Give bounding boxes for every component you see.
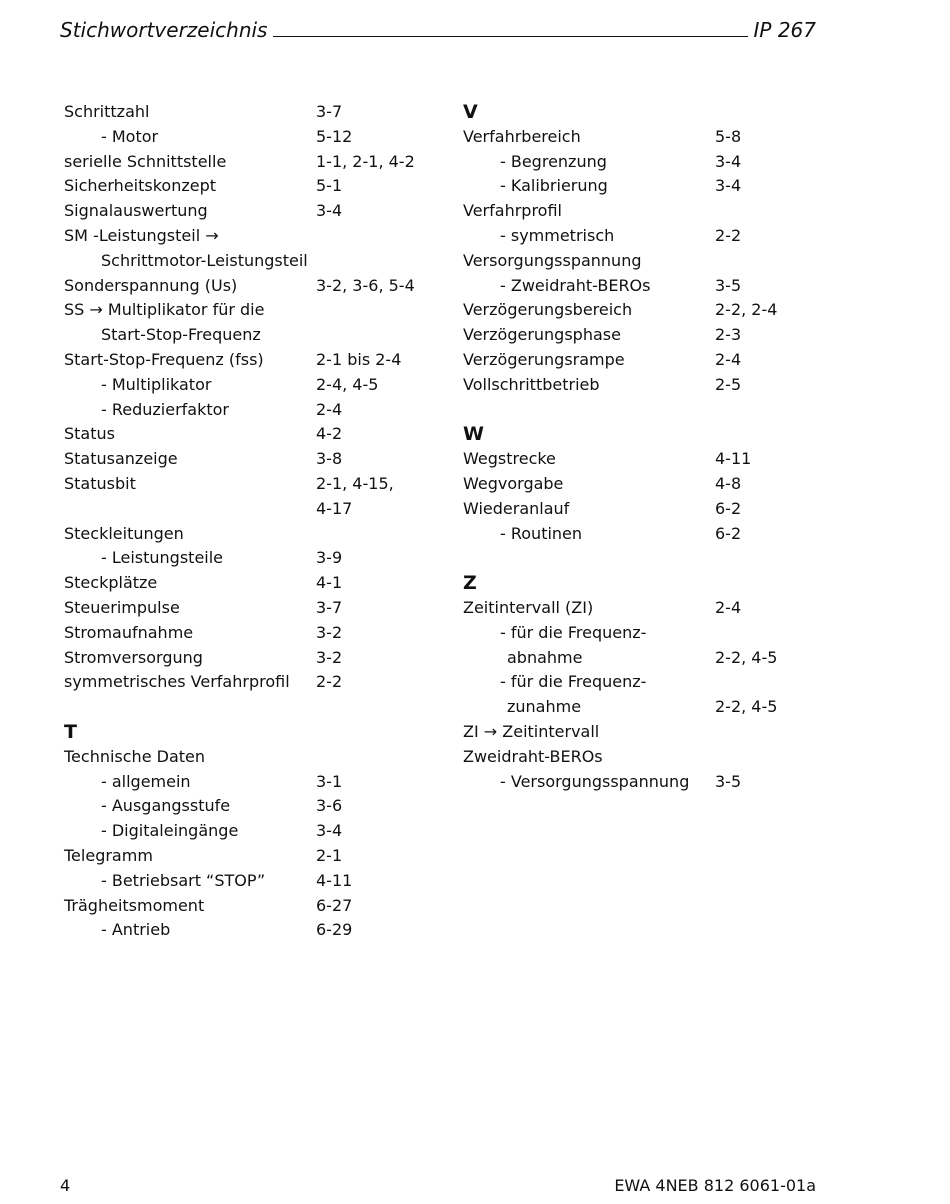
section-letter: W: [463, 423, 484, 446]
index-term: Verfahrprofil: [463, 201, 562, 221]
index-entry: [463, 596, 742, 621]
index-term: Verzögerungsphase: [463, 325, 621, 345]
index-pages: 5-12: [316, 126, 353, 146]
index-pages: 2-3: [715, 325, 742, 345]
index-term: Schrittmotor-Leistungsteil: [101, 250, 308, 270]
index-pages: 3-2, 3-6, 5-4: [316, 275, 415, 295]
index-pages: 4-2: [316, 424, 343, 444]
index-term: - Kalibrierung: [500, 176, 608, 196]
index-entry: [64, 794, 343, 819]
index-entry: [64, 199, 343, 224]
index-term: Sicherheitskonzept: [64, 176, 217, 196]
index-pages: 3-9: [316, 548, 343, 568]
index-pages: 3-5: [715, 771, 742, 791]
index-term: Verzögerungsrampe: [463, 349, 625, 369]
index-entry: [64, 596, 343, 621]
index-term: Sonderspannung (Us): [64, 275, 238, 295]
index-pages: 5-8: [715, 126, 742, 146]
header-rule: [273, 36, 747, 37]
index-entry: [64, 274, 415, 299]
index-term: symmetrisches Verfahrprofil: [64, 672, 290, 692]
index-term: abnahme: [507, 647, 583, 667]
index-pages: 3-4: [715, 151, 742, 171]
index-term: Trägheitsmoment: [64, 895, 205, 915]
index-entry: [64, 869, 353, 894]
index-entry: [463, 323, 742, 348]
index-pages: 2-1: [316, 845, 343, 865]
index-entry: [463, 770, 742, 795]
index-entry: [463, 348, 742, 373]
index-entry: [64, 819, 343, 844]
index-pages: 6-2: [715, 498, 742, 518]
index-entry: [64, 522, 184, 547]
index-term: - Betriebsart “STOP”: [101, 870, 266, 890]
index-term: - Zweidraht-BEROs: [500, 275, 651, 295]
header-model: IP 267: [753, 18, 816, 42]
index-column-left: [64, 100, 415, 943]
index-entry: [64, 770, 343, 795]
index-term: serielle Schnittstelle: [64, 151, 227, 171]
index-entry: [463, 522, 742, 547]
index-term: - allgemein: [101, 771, 191, 791]
section-spacer: [463, 398, 484, 423]
index-entry: [64, 150, 415, 175]
index-pages: 2-1 bis 2-4: [316, 349, 402, 369]
index-term: Wegstrecke: [463, 449, 556, 469]
index-entry: [64, 298, 265, 323]
page-header: [60, 8, 816, 42]
index-pages: 2-1, 4-15,: [316, 473, 394, 493]
index-pages: 4-17: [316, 498, 353, 518]
index-pages: 3-2: [316, 622, 343, 642]
index-term: Statusbit: [64, 473, 136, 493]
index-term: - Ausgangsstufe: [101, 796, 231, 816]
index-entry: [64, 546, 343, 571]
index-pages: 6-2: [715, 523, 742, 543]
index-pages: 3-6: [316, 796, 343, 816]
index-term: - Leistungsteile: [101, 548, 224, 568]
index-entry: [64, 745, 206, 770]
index-pages: 2-4, 4-5: [316, 374, 379, 394]
index-term: - Antrieb: [101, 920, 171, 940]
index-entry: [463, 373, 742, 398]
index-term: SS → Multiplikator für die: [64, 300, 265, 320]
index-term: Statusanzeige: [64, 449, 178, 469]
index-entry: [463, 720, 600, 745]
index-entry: [463, 174, 742, 199]
index-pages: 1-1, 2-1, 4-2: [316, 151, 415, 171]
section-spacer: [64, 695, 77, 720]
index-term: Wiederanlauf: [463, 498, 570, 518]
index-pages: 3-1: [316, 771, 343, 791]
index-pages: 4-11: [316, 870, 353, 890]
index-pages: 4-8: [715, 473, 742, 493]
index-term: - Multiplikator: [101, 374, 212, 394]
index-entry: [463, 497, 742, 522]
index-pages: 2-4: [715, 349, 742, 369]
index-entry: [64, 571, 343, 596]
index-term: ZI → Zeitintervall: [463, 721, 600, 741]
index-pages: 3-4: [316, 201, 343, 221]
index-pages: 3-4: [715, 176, 742, 196]
index-pages: 3-4: [316, 821, 343, 841]
index-term: Technische Daten: [64, 746, 206, 766]
index-term: Status: [64, 424, 115, 444]
index-term: Stromversorgung: [64, 647, 203, 667]
index-entry: [463, 249, 642, 274]
index-entry: [64, 472, 394, 497]
index-pages: 4-11: [715, 449, 752, 469]
index-pages: 2-2: [715, 225, 742, 245]
index-term: Signalauswertung: [64, 201, 208, 221]
index-pages: 5-1: [316, 176, 343, 196]
index-entry: [463, 150, 742, 175]
index-entry: [64, 497, 353, 522]
index-entry: [64, 249, 308, 274]
index-pages: 2-2: [316, 672, 343, 692]
index-term: Verfahrbereich: [463, 126, 581, 146]
index-entry: [64, 422, 343, 447]
index-pages: 3-8: [316, 449, 343, 469]
index-pages: 3-5: [715, 275, 742, 295]
index-entry: [64, 398, 343, 423]
index-entry: [64, 918, 353, 943]
index-entry: [463, 646, 778, 671]
index-term: Steckleitungen: [64, 523, 184, 543]
index-term: - für die Frequenz-: [500, 622, 647, 642]
index-term: - für die Frequenz-: [500, 672, 647, 692]
index-entry: [463, 274, 742, 299]
index-pages: 2-5: [715, 374, 742, 394]
page-number: 4: [60, 1176, 71, 1195]
index-entry: [463, 670, 647, 695]
index-entry: [64, 174, 343, 199]
index-entry: [463, 224, 742, 249]
index-term: SM -Leistungsteil →: [64, 225, 219, 245]
index-term: Zeitintervall (ZI): [463, 597, 594, 617]
index-entry: [64, 373, 379, 398]
index-pages: 4-1: [316, 573, 343, 593]
index-column-right: [463, 100, 778, 794]
index-entry: [64, 125, 353, 150]
index-pages: 3-7: [316, 102, 343, 121]
index-entry: [64, 844, 343, 869]
index-term: Steuerimpulse: [64, 597, 180, 617]
index-entry: [463, 447, 752, 472]
index-term: Telegramm: [64, 845, 153, 865]
header-title: Stichwortverzeichnis: [60, 18, 268, 42]
index-term: Wegvorgabe: [463, 473, 564, 493]
index-pages: 2-2, 4-5: [715, 697, 778, 717]
index-entry: [64, 323, 261, 348]
index-term: Vollschrittbetrieb: [463, 374, 600, 394]
index-term: zunahme: [507, 697, 582, 717]
index-entry: [463, 199, 562, 224]
index-entry: [64, 348, 402, 373]
index-term: Zweidraht-BEROs: [463, 746, 603, 766]
document-id: EWA 4NEB 812 6061-01a: [614, 1176, 816, 1195]
index-term: - Digitaleingänge: [101, 821, 239, 841]
index-entry: [463, 695, 778, 720]
index-entry: [64, 894, 353, 919]
index-entry: [64, 224, 219, 249]
index-entry: [463, 472, 742, 497]
section-spacer: [463, 546, 484, 571]
index-pages: 2-4: [715, 597, 742, 617]
index-entry: [463, 621, 647, 646]
page-footer: [60, 1176, 816, 1195]
index-term: Steckplätze: [64, 573, 158, 593]
index-pages: 2-2, 4-5: [715, 647, 778, 667]
index-term: - Routinen: [500, 523, 583, 543]
index-entry: [64, 100, 343, 125]
index-entry: [463, 298, 778, 323]
index-term: - Versorgungsspannung: [500, 771, 690, 791]
index-term: - symmetrisch: [500, 225, 615, 245]
index-pages: 2-2, 2-4: [715, 300, 778, 320]
index-pages: 3-2: [316, 647, 343, 667]
index-term: Start-Stop-Frequenz (fss): [64, 349, 264, 369]
index-pages: 3-7: [316, 597, 343, 617]
index-term: - Begrenzung: [500, 151, 607, 171]
section-letter: V: [463, 101, 478, 123]
index-term: Schrittzahl: [64, 102, 150, 121]
section-letter: Z: [463, 572, 477, 595]
index-entry: [64, 646, 343, 671]
index-pages: 2-4: [316, 399, 343, 419]
index-term: Verzögerungsbereich: [463, 300, 633, 320]
index-pages: 6-29: [316, 920, 353, 940]
section-letter: T: [64, 720, 77, 743]
index-entry: [64, 670, 343, 695]
index-entry: [64, 621, 343, 646]
index-pages: 6-27: [316, 895, 353, 915]
index-entry: [463, 745, 603, 770]
index-entry: [463, 125, 742, 150]
index-term: Start-Stop-Frequenz: [101, 325, 261, 345]
index-term: - Reduzierfaktor: [101, 399, 230, 419]
index-term: Versorgungsspannung: [463, 250, 642, 270]
index-entry: [64, 447, 343, 472]
index-term: - Motor: [101, 126, 159, 146]
index-term: Stromaufnahme: [64, 622, 194, 642]
